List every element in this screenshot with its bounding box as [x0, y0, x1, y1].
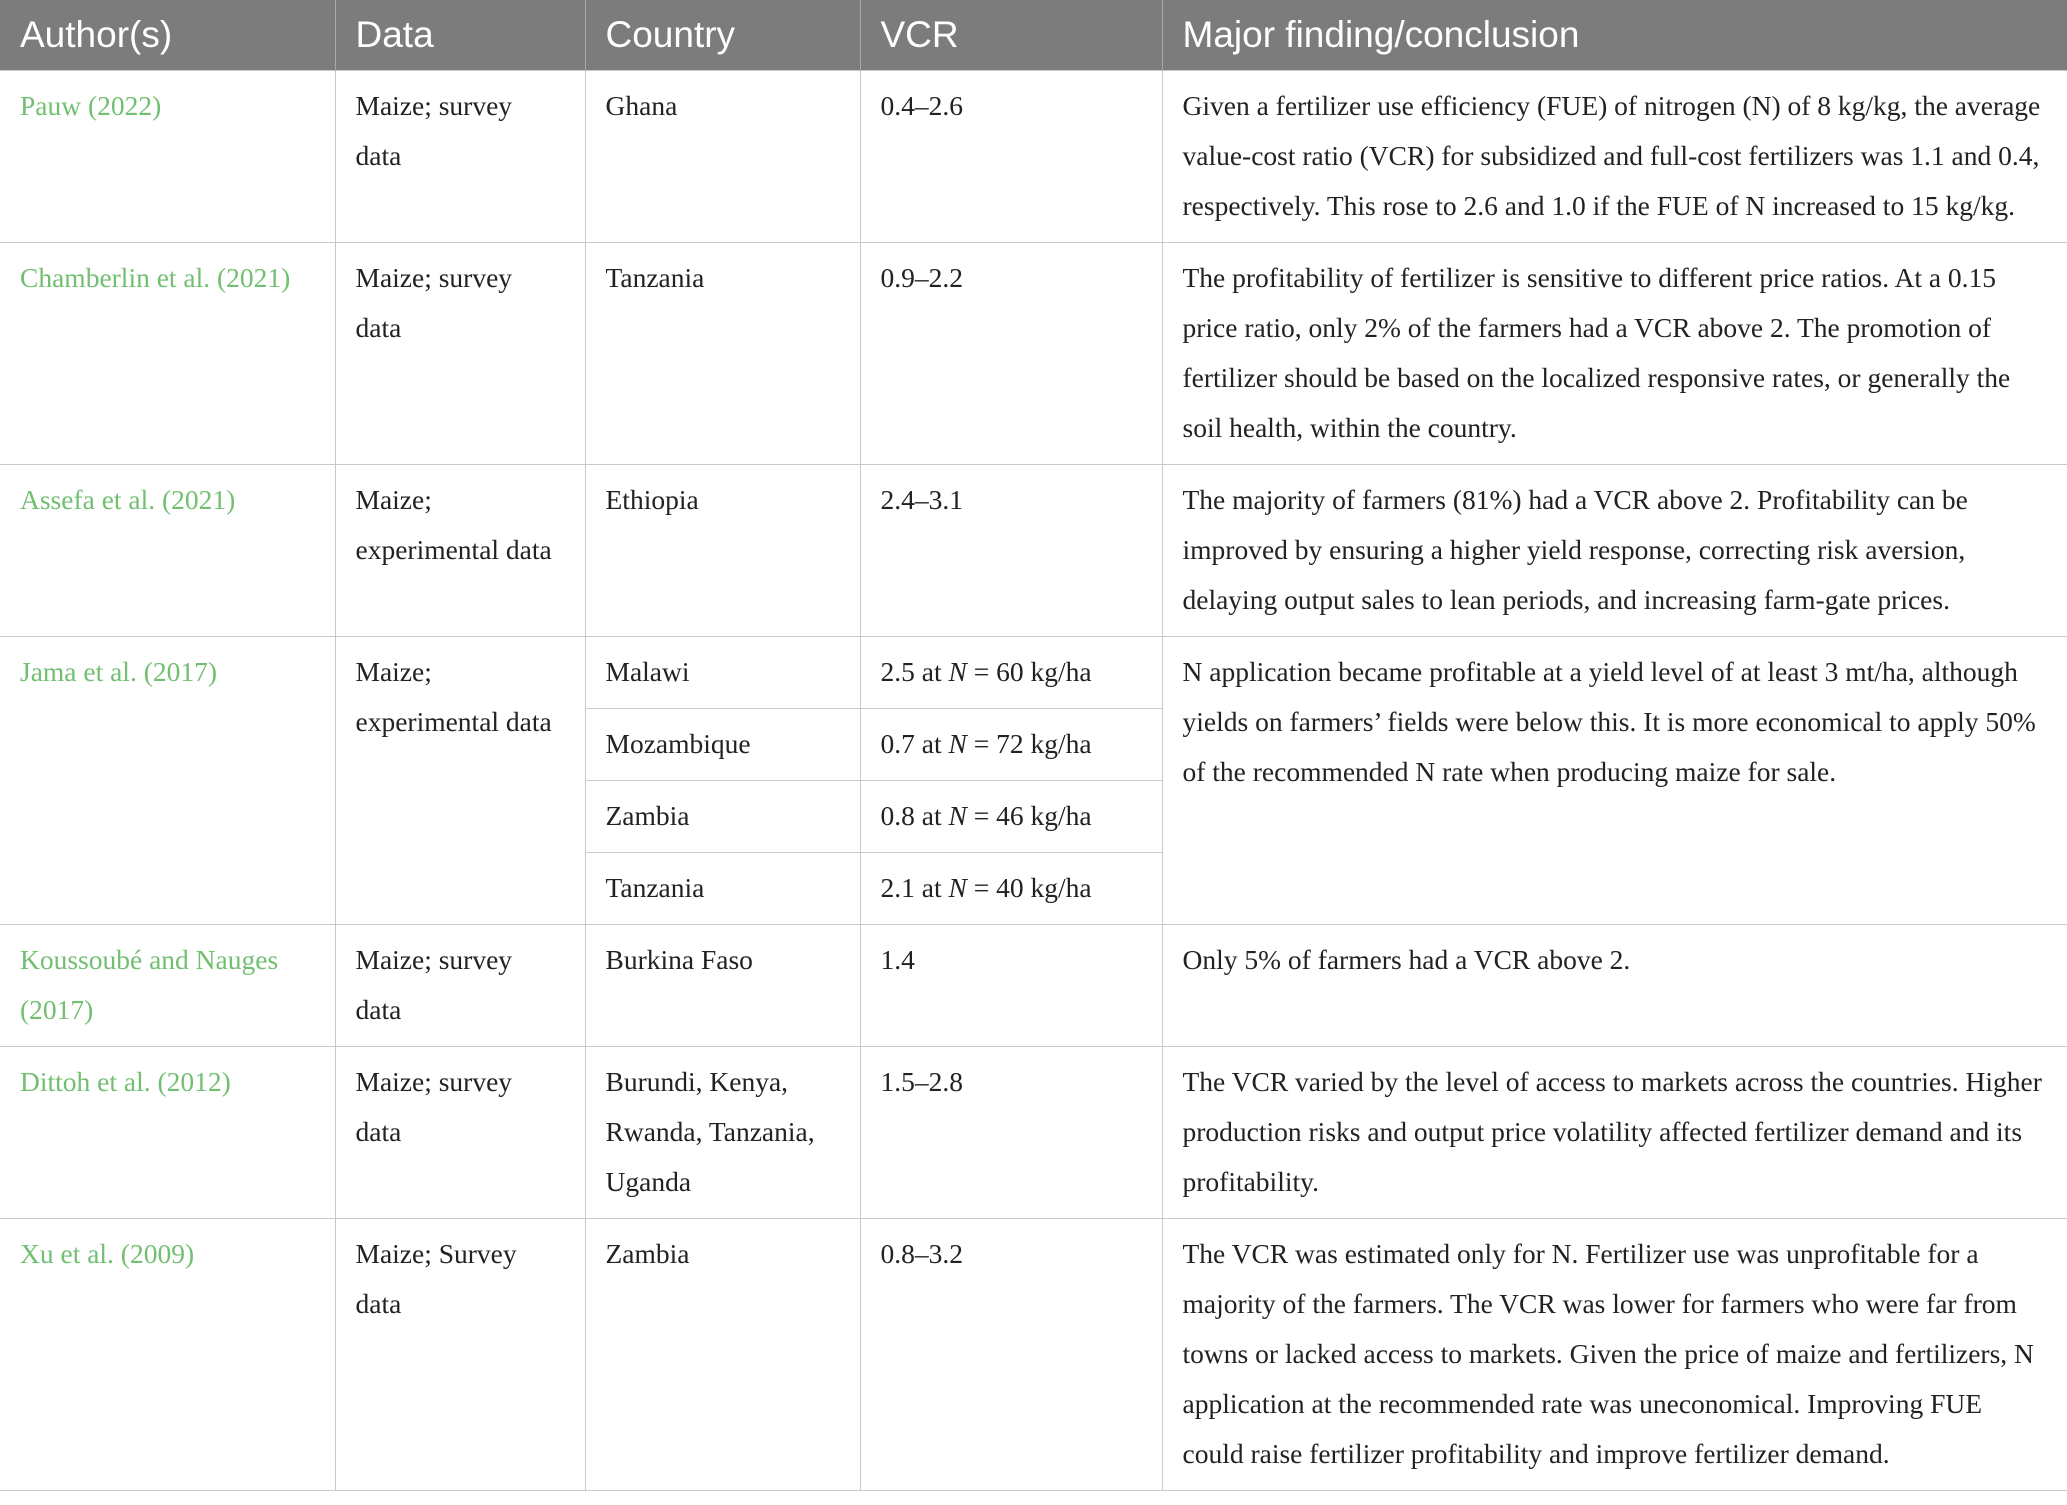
table-row: [0, 925, 2067, 1047]
author-cell[interactable]: Dittoh et al. (2012): [0, 1047, 335, 1219]
vcr-cell: 1.4: [860, 925, 1162, 1047]
country-cell: Burkina Faso: [585, 925, 860, 1047]
header-row: [0, 0, 2067, 71]
vcr-cell: 0.8 at N = 46 kg/ha: [860, 781, 1162, 853]
author-cell[interactable]: Jama et al. (2017): [0, 637, 335, 925]
country-cell: Ethiopia: [585, 465, 860, 637]
vcr-cell: 2.5 at N = 60 kg/ha: [860, 637, 1162, 709]
author-cell[interactable]: Chamberlin et al. (2021): [0, 243, 335, 465]
country-cell: Ghana: [585, 71, 860, 243]
table-row: [0, 243, 2067, 465]
finding-cell: The majority of farmers (81%) had a VCR above 2. Profitability can be improved by ensuring a higher yield response, correcting risk aversion, delaying output sales to lean periods, and increasing farm-gate prices.: [1162, 465, 2067, 637]
finding-cell: Only 5% of farmers had a VCR above 2.: [1162, 925, 2067, 1047]
vcr-cell: 2.1 at N = 40 kg/ha: [860, 853, 1162, 925]
table-row: [0, 1219, 2067, 1491]
country-cell: Burundi, Kenya, Rwanda, Tanzania, Uganda: [585, 1047, 860, 1219]
country-cell: Tanzania: [585, 243, 860, 465]
finding-cell: The VCR varied by the level of access to markets across the countries. Higher production risks and output price volatility affected fertilizer demand and its profitability.: [1162, 1047, 2067, 1219]
header-data: Data: [335, 0, 585, 71]
data-cell: Maize; survey data: [335, 925, 585, 1047]
author-cell[interactable]: Pauw (2022): [0, 71, 335, 243]
data-cell: Maize; survey data: [335, 71, 585, 243]
country-cell: Zambia: [585, 781, 860, 853]
author-cell[interactable]: Assefa et al. (2021): [0, 465, 335, 637]
data-cell: Maize; experimental data: [335, 465, 585, 637]
country-cell: Tanzania: [585, 853, 860, 925]
finding-cell: N application became profitable at a yield level of at least 3 mt/ha, although yields on farmers’ fields were below this. It is more economical to apply 50% of the recommended N rate when producing maize for sale.: [1162, 637, 2067, 925]
finding-cell: The profitability of fertilizer is sensitive to different price ratios. At a 0.15 price ratio, only 2% of the farmers had a VCR above 2. The promotion of fertilizer should be based on the localized responsive rates, or generally the soil health, within the country.: [1162, 243, 2067, 465]
country-cell: Zambia: [585, 1219, 860, 1491]
data-cell: Maize; experimental data: [335, 637, 585, 925]
table-row: [0, 637, 2067, 709]
table-row: [0, 71, 2067, 243]
finding-cell: The VCR was estimated only for N. Fertilizer use was unprofitable for a majority of the farmers. The VCR was lower for farmers who were far from towns or lacked access to markets. Given the price of maize and fertilizers, N application at the recommended rate was uneconomical. Improving FUE could raise fertilizer profitability and improve fertilizer demand.: [1162, 1219, 2067, 1491]
author-cell[interactable]: Xu et al. (2009): [0, 1219, 335, 1491]
country-cell: Malawi: [585, 637, 860, 709]
vcr-cell: 2.4–3.1: [860, 465, 1162, 637]
vcr-cell: 0.8–3.2: [860, 1219, 1162, 1491]
country-cell: Mozambique: [585, 709, 860, 781]
author-cell[interactable]: Koussoubé and Nauges (2017): [0, 925, 335, 1047]
data-cell: Maize; Survey data: [335, 1219, 585, 1491]
vcr-cell: 0.7 at N = 72 kg/ha: [860, 709, 1162, 781]
header-authors: Author(s): [0, 0, 335, 71]
table-row: [0, 465, 2067, 637]
data-cell: Maize; survey data: [335, 243, 585, 465]
table-row: [0, 1047, 2067, 1219]
data-cell: Maize; survey data: [335, 1047, 585, 1219]
header-vcr: VCR: [860, 0, 1162, 71]
finding-cell: Given a fertilizer use efficiency (FUE) of nitrogen (N) of 8 kg/kg, the average value-cost ratio (VCR) for subsidized and full-cost fertilizers was 1.1 and 0.4, respectively. This rose to 2.6 and 1.0 if the FUE of N increased to 15 kg/kg.: [1162, 71, 2067, 243]
vcr-cell: 0.9–2.2: [860, 243, 1162, 465]
vcr-cell: 0.4–2.6: [860, 71, 1162, 243]
header-finding: Major finding/conclusion: [1162, 0, 2067, 71]
vcr-cell: 1.5–2.8: [860, 1047, 1162, 1219]
header-country: Country: [585, 0, 860, 71]
